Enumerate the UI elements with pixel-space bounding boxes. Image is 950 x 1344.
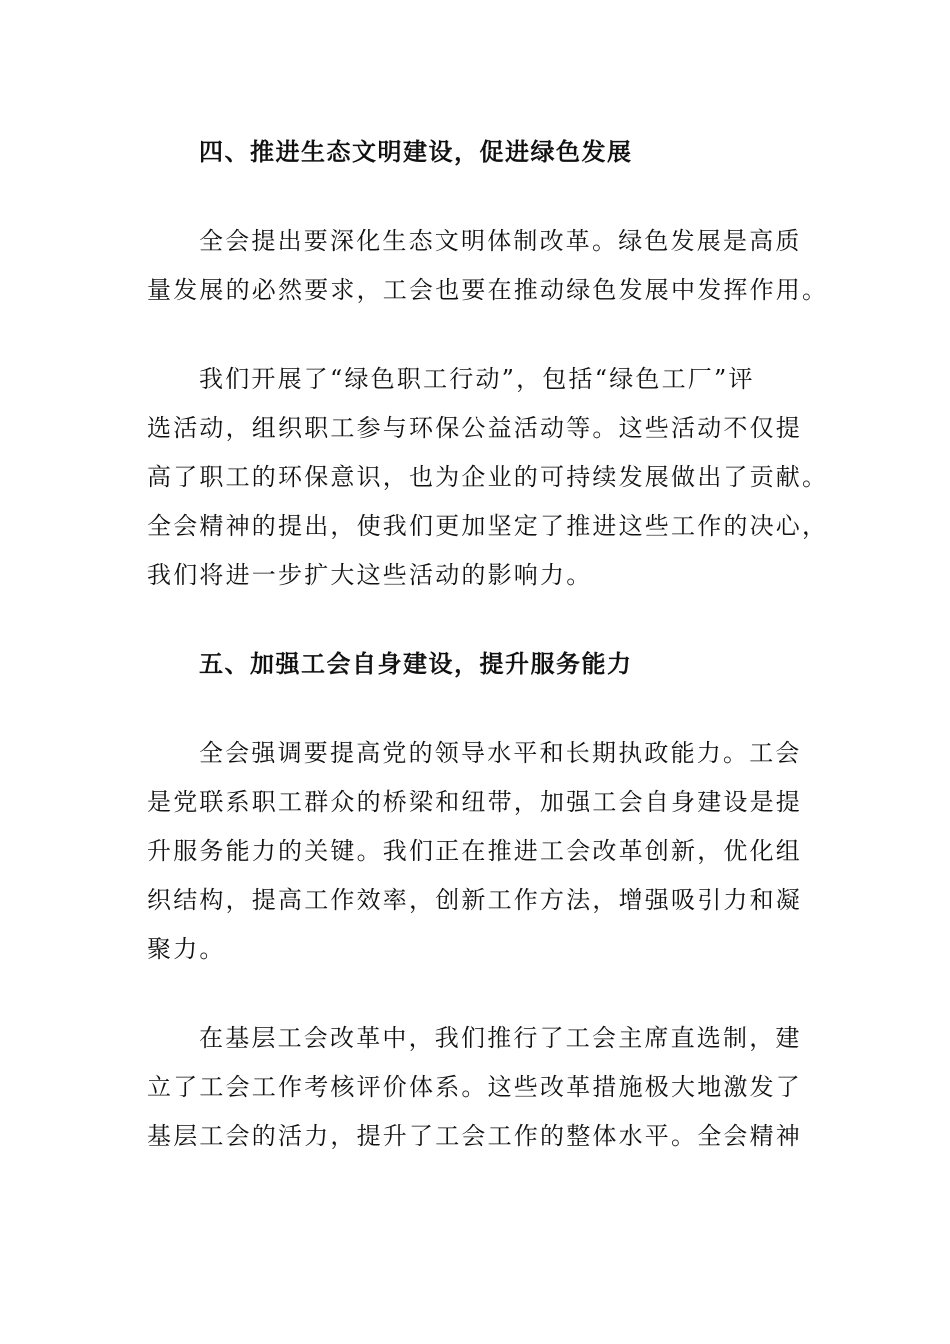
paragraph-green-action: [147, 355, 829, 600]
text-line: 选活动，组织职工参与环保公益活动等。这些活动不仅提: [147, 414, 802, 442]
text-line: 高了职工的环保意识，也为企业的可持续发展做出了贡献。: [147, 463, 829, 491]
text-line: 立了工会工作考核评价体系。这些改革措施极大地激发了: [147, 1073, 802, 1101]
paragraph-grassroots-reform: [147, 1014, 807, 1161]
text-line: 在基层工会改革中，我们推行了工会主席直选制，建: [199, 1024, 802, 1052]
text-line: 是党联系职工群众的桥梁和纽带，加强工会自身建设是提: [147, 788, 802, 816]
section-heading-ecology: 四、推进生态文明建设，促进绿色发展: [199, 138, 633, 166]
text-line: 我们将进一步扩大这些活动的影响力。: [147, 561, 593, 589]
document-page: [147, 128, 829, 1201]
text-line: 全会精神的提出，使我们更加坚定了推进这些工作的决心，: [147, 512, 829, 540]
text-line: 聚力。: [147, 935, 226, 963]
paragraph-union-building-intro: [147, 729, 807, 974]
text-line: 全会强调要提高党的领导水平和长期执政能力。工会: [199, 739, 802, 767]
paragraph-ecology-intro: [147, 217, 829, 315]
text-line: 量发展的必然要求，工会也要在推动绿色发展中发挥作用。: [147, 276, 829, 304]
text-line: 我们开展了“绿色职工行动”，包括“绿色工厂”评: [199, 365, 755, 393]
text-line: 织结构，提高工作效率，创新工作方法，增强吸引力和凝: [147, 886, 802, 914]
text-line: 全会提出要深化生态文明体制改革。绿色发展是高质: [199, 227, 802, 255]
text-line: 基层工会的活力，提升了工会工作的整体水平。全会精神: [147, 1122, 802, 1150]
text-line: 升服务能力的关键。我们正在推进工会改革创新，优化组: [147, 837, 802, 865]
section-heading-union-building: 五、加强工会自身建设，提升服务能力: [199, 650, 633, 678]
